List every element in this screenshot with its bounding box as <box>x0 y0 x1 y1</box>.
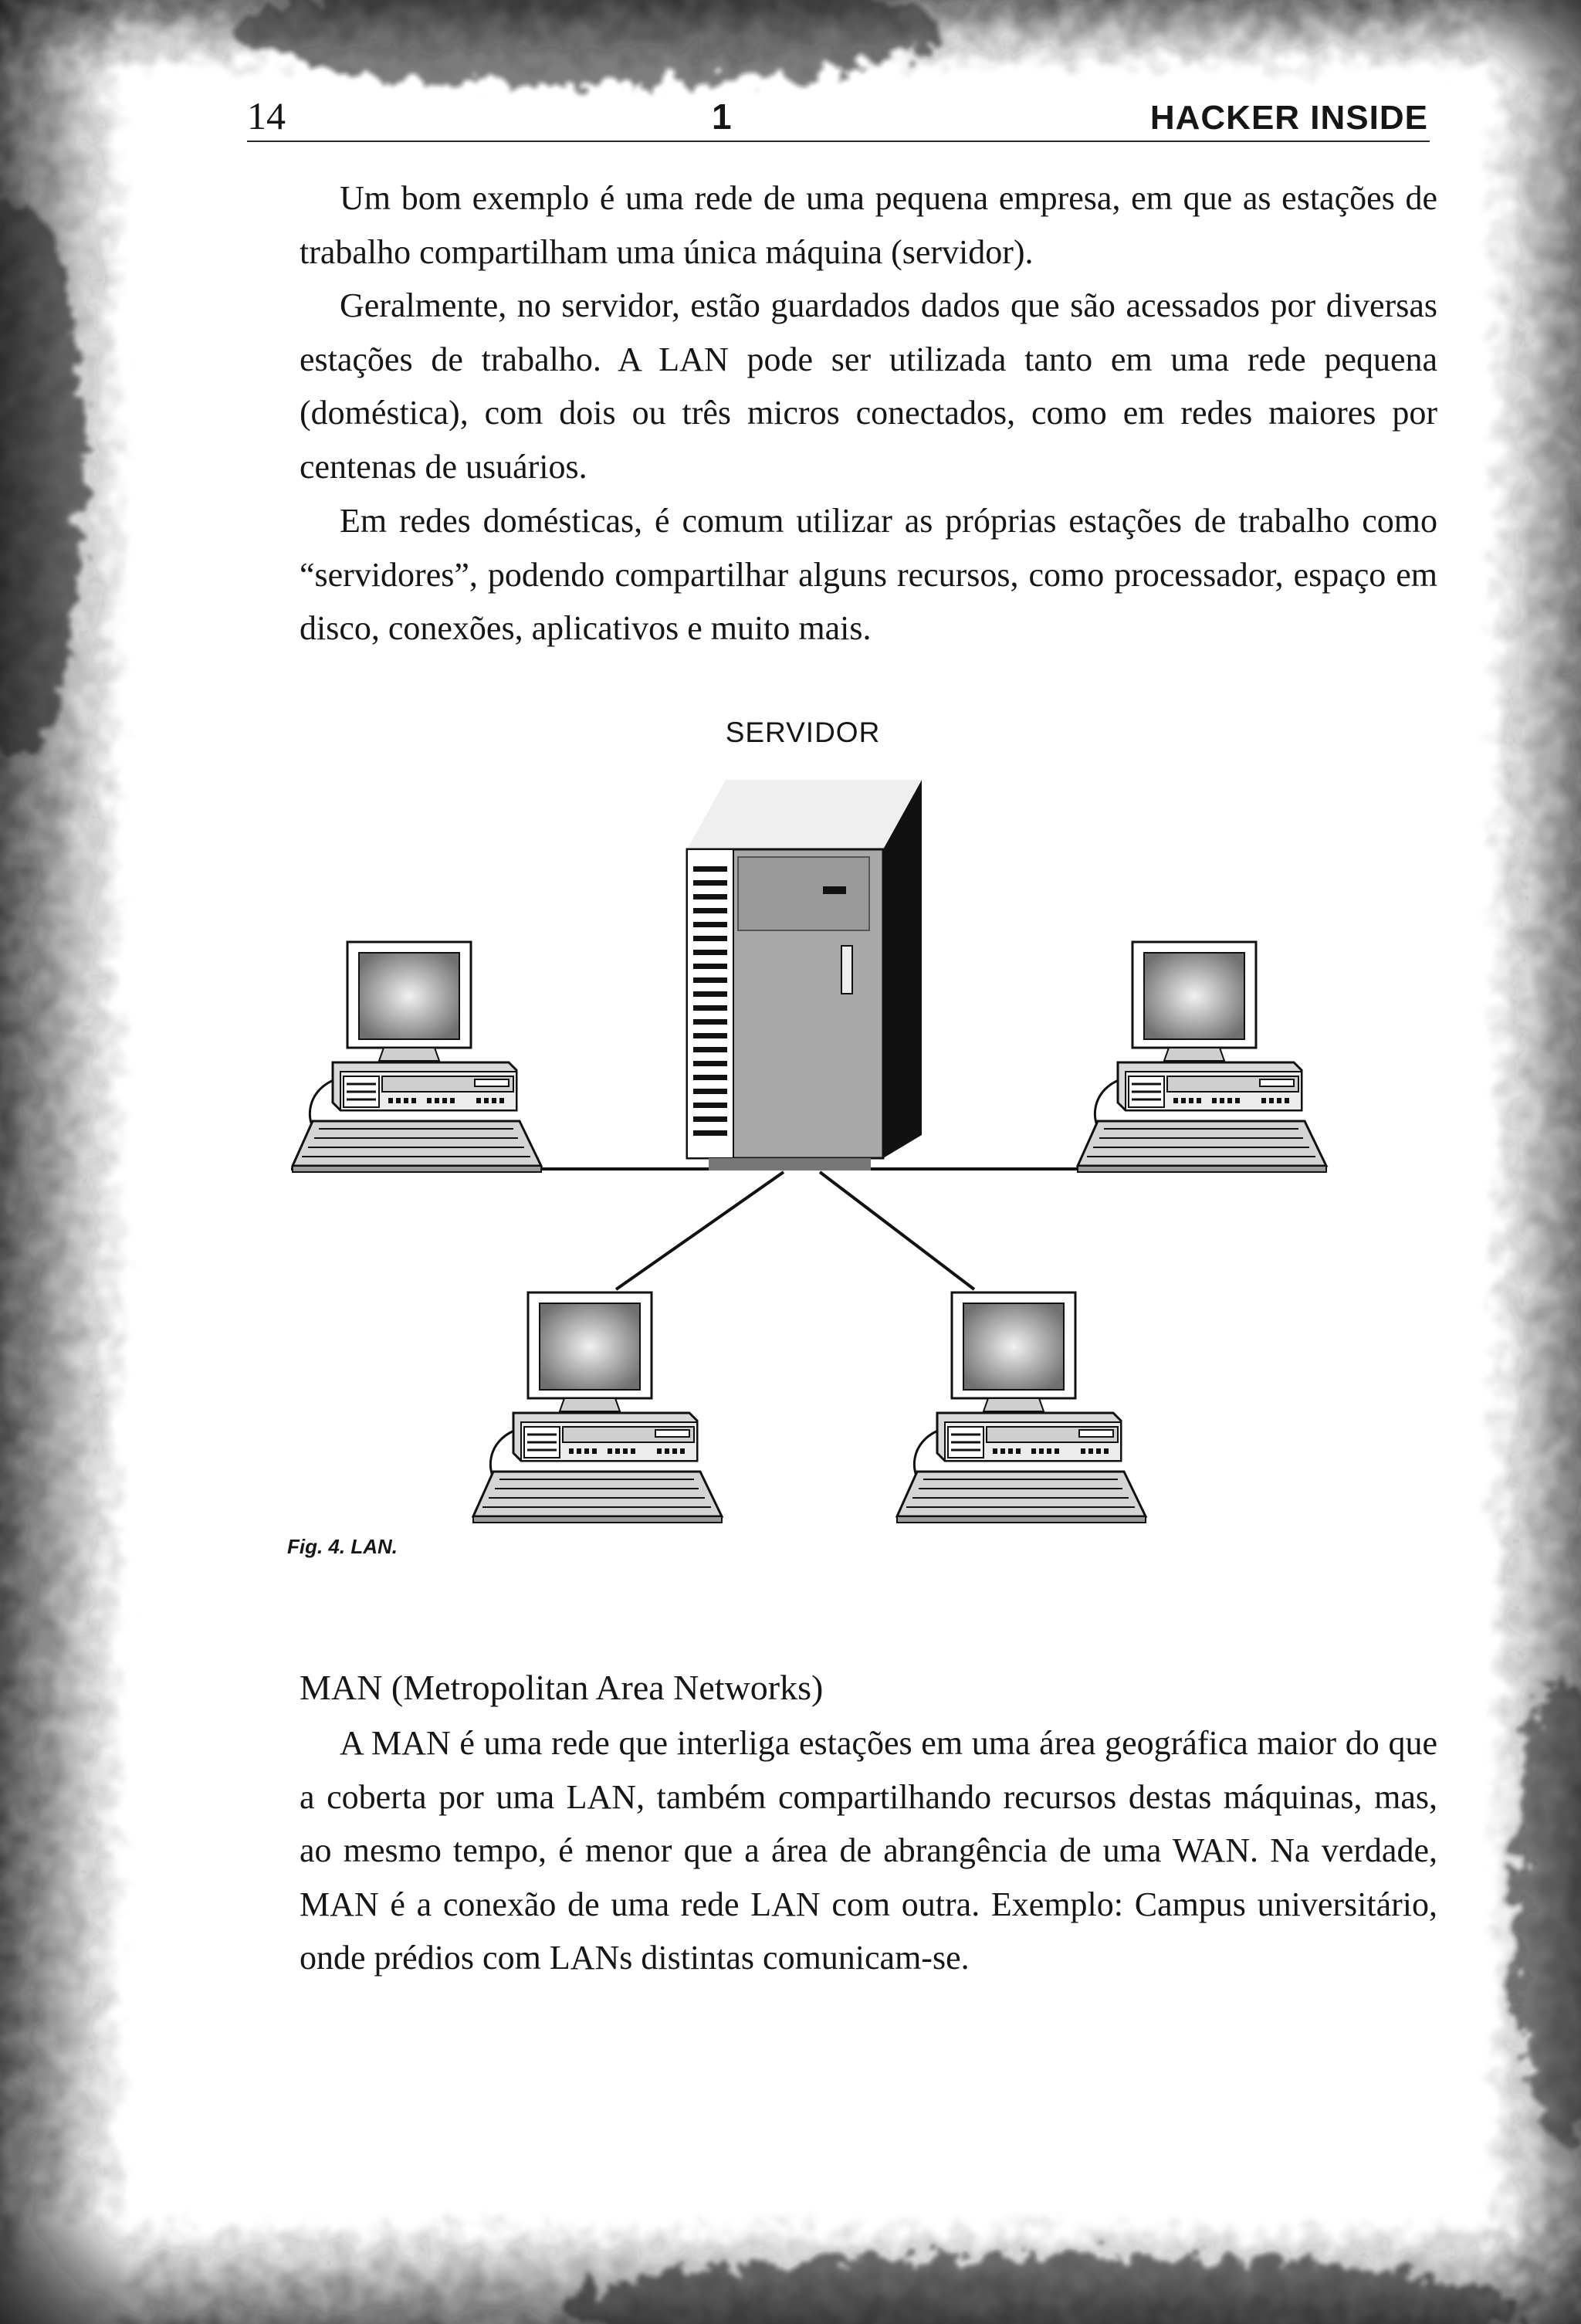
lan-figure <box>0 695 1581 1575</box>
lan-diagram <box>0 695 1581 1575</box>
section-body-paragraph: A MAN é uma rede que interliga estações em uma área geográfica maior do que a coberta por uma LAN, também compartilhando recursos destas máquinas, mas, ao mesmo tempo, é menor que a área de abrangência de uma WAN. Na verdade, MAN é a conexão de uma rede LAN com outra. Exemplo: Campus universitário, onde prédios com LANs distintas comunicam-se. <box>300 1724 1437 1977</box>
link-line-left <box>616 1172 784 1289</box>
figure-caption: Fig. 4. LAN. <box>287 1535 398 1558</box>
server-label: SERVIDOR <box>725 717 881 748</box>
body-paragraph-3: Em redes domésticas, é comum utilizar as próprias estações de trabalho como “servidores”, podendo compartilhar alguns recursos, como processador, espaço em disco, conexões, aplicativos e muito mais. <box>300 502 1437 647</box>
workstation-icon-top-right <box>1078 942 1326 1172</box>
workstation-icon-bottom-left <box>473 1292 722 1523</box>
link-line-right <box>820 1172 974 1289</box>
page-number: 14 <box>247 94 286 137</box>
section-heading: MAN (Metropolitan Area Networks) <box>300 1668 824 1707</box>
book-title: HACKER INSIDE <box>1149 99 1428 137</box>
workstation-icon-top-left <box>293 942 541 1172</box>
running-header <box>247 91 1430 142</box>
body-paragraph-2: Geralmente, no servidor, estão guardados dados que são acessados por diversas estações de trabalho. A LAN pode ser utilizada tanto em uma rede pequena (doméstica), com dois ou três micros conectados, como em redes maiores por centenas de usuários. <box>300 286 1437 486</box>
workstation-icon-bottom-right <box>897 1292 1146 1523</box>
body-paragraph-1: Um bom exemplo é uma rede de uma pequena empresa, em que as estações de trabalho compartilham uma única máquina (servidor). <box>300 179 1437 271</box>
chapter-number: 1 <box>712 97 732 137</box>
server-tower-icon <box>687 780 922 1170</box>
